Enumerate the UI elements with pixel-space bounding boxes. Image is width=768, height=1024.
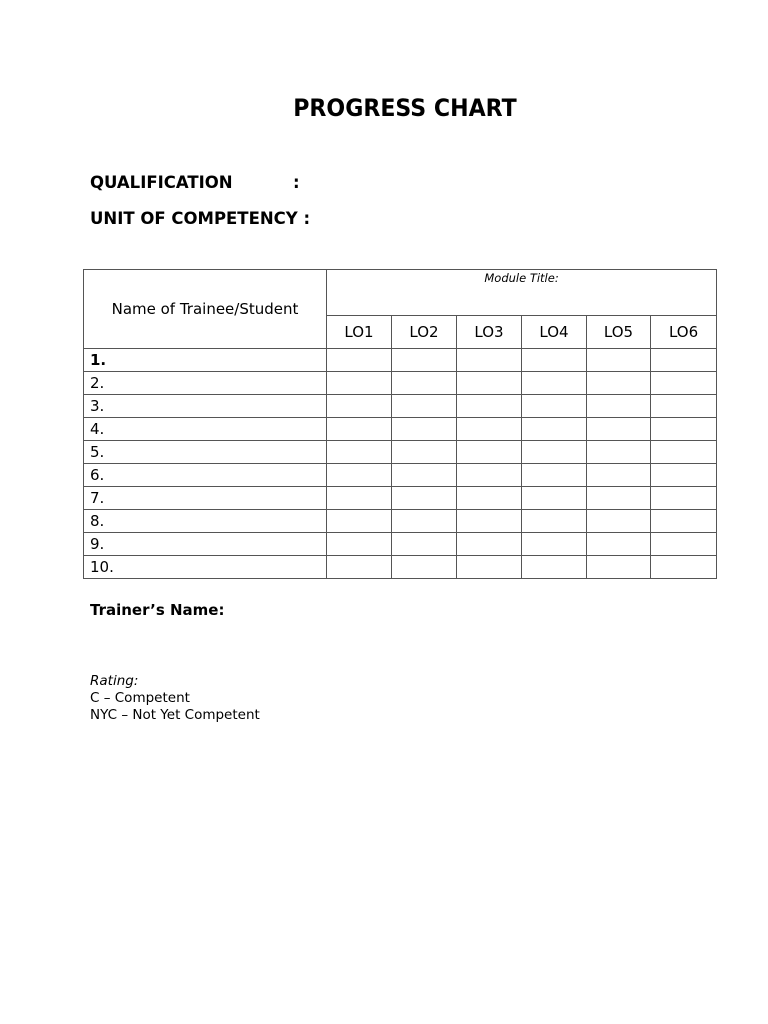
rating-cell [457,487,522,510]
lo-header-5: LO5 [587,316,651,349]
trainee-row-number: 4. [84,418,327,441]
qualification-label: QUALIFICATION [90,173,233,192]
rating-cell [327,418,392,441]
rating-cell [392,510,457,533]
trainee-row-number: 6. [84,464,327,487]
rating-cell [522,349,587,372]
rating-cell [457,418,522,441]
rating-cell [457,395,522,418]
unit-of-competency-field [90,209,310,228]
trainee-row-number: 5. [84,441,327,464]
rating-cell [392,372,457,395]
rating-cell [392,418,457,441]
rating-cell [651,510,717,533]
rating-cell [392,395,457,418]
trainee-row-number: 2. [84,372,327,395]
table-row [84,395,717,418]
rating-cell [522,510,587,533]
rating-cell [522,441,587,464]
table-row [84,556,717,579]
qualification-field [90,173,300,192]
trainee-row-number: 3. [84,395,327,418]
rating-item-competent: C – Competent [90,690,190,706]
rating-cell [327,510,392,533]
trainee-row-number: 1. [84,349,327,372]
rating-cell [651,533,717,556]
rating-cell [651,556,717,579]
qualification-colon: : [293,173,300,192]
rating-cell [327,441,392,464]
table-row [84,487,717,510]
rating-cell [651,487,717,510]
rating-cell [457,510,522,533]
rating-cell [327,556,392,579]
rating-cell [522,464,587,487]
rating-cell [587,533,651,556]
progress-table [83,269,717,579]
rating-cell [327,533,392,556]
rating-label: Rating: [90,673,139,689]
rating-cell [587,441,651,464]
page-title: PROGRESS CHART [293,94,517,122]
rating-cell [327,372,392,395]
rating-cell [392,533,457,556]
rating-cell [457,533,522,556]
module-title-label: Module Title: [484,271,559,285]
rating-cell [457,556,522,579]
rating-cell [457,464,522,487]
rating-cell [651,395,717,418]
lo-header-6: LO6 [651,316,717,349]
rating-cell [651,464,717,487]
rating-cell [522,487,587,510]
table-row [84,441,717,464]
rating-cell [522,556,587,579]
rating-cell [457,372,522,395]
table-row [84,418,717,441]
rating-cell [327,464,392,487]
rating-cell [392,441,457,464]
table-row [84,510,717,533]
lo-header-1: LO1 [327,316,392,349]
rating-legend [90,673,260,724]
rating-cell [587,556,651,579]
rating-cell [392,487,457,510]
rating-cell [651,349,717,372]
rating-cell [587,510,651,533]
rating-cell [587,372,651,395]
rating-cell [587,418,651,441]
trainee-row-number: 10. [84,556,327,579]
rating-cell [522,533,587,556]
rating-cell [457,349,522,372]
rating-cell [651,372,717,395]
rating-cell [327,395,392,418]
rating-cell [587,464,651,487]
rating-cell [392,556,457,579]
unit-of-competency-label: UNIT OF COMPETENCY : [90,209,311,228]
trainee-row-number: 9. [84,533,327,556]
lo-header-4: LO4 [522,316,587,349]
rating-cell [651,418,717,441]
trainee-rows [84,349,717,579]
rating-cell [522,418,587,441]
rating-cell [392,464,457,487]
rating-cell [327,349,392,372]
trainer-name-label: Trainer’s Name: [90,601,225,619]
rating-item-not-yet-competent: NYC – Not Yet Competent [90,707,260,723]
trainee-row-number: 7. [84,487,327,510]
rating-cell [327,487,392,510]
rating-cell [587,349,651,372]
module-title-header [327,270,717,316]
trainee-row-number: 8. [84,510,327,533]
lo-header-3: LO3 [457,316,522,349]
rating-cell [522,395,587,418]
table-row [84,533,717,556]
rating-cell [651,441,717,464]
rating-cell [587,395,651,418]
table-row [84,349,717,372]
rating-cell [587,487,651,510]
table-row [84,464,717,487]
rating-cell [522,372,587,395]
rating-cell [392,349,457,372]
lo-header-2: LO2 [392,316,457,349]
table-row [84,372,717,395]
trainee-name-header: Name of Trainee/Student [84,270,327,349]
rating-cell [457,441,522,464]
